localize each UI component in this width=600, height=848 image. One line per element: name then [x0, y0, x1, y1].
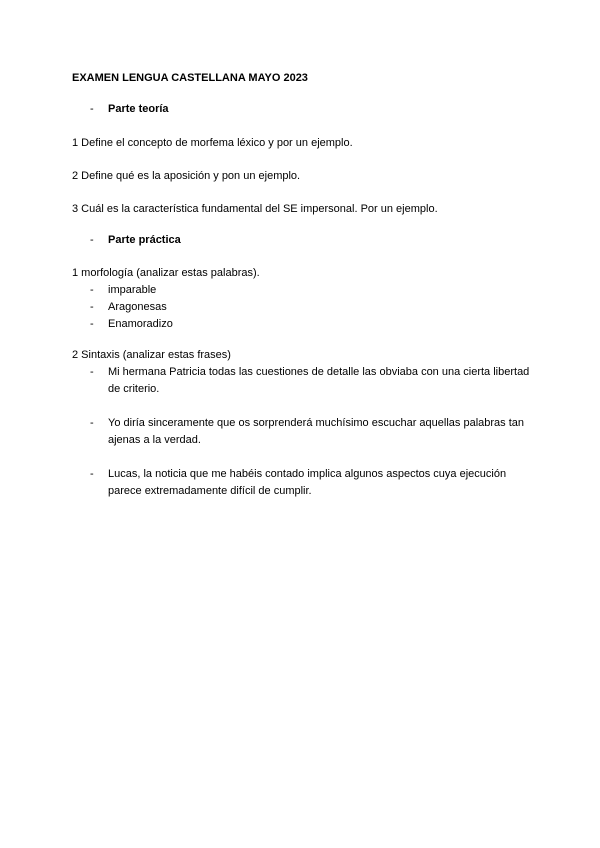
theory-question-1: 1 Define el concepto de morfema léxico y por un ejemplo. [72, 137, 353, 149]
list-item [72, 299, 532, 316]
syntax-sentence-list [72, 364, 532, 500]
morphology-word: Aragonesas [108, 301, 167, 313]
morphology-intro: 1 morfología (analizar estas palabras). [72, 267, 260, 279]
bullet-dash: - [90, 103, 94, 115]
morphology-word: Enamoradizo [108, 318, 173, 330]
document-page [72, 70, 532, 517]
bullet-dash: - [90, 234, 94, 246]
practice-heading [72, 232, 532, 249]
bullet-dash: - [90, 417, 94, 429]
bullet-dash: - [90, 318, 94, 330]
list-item [72, 364, 532, 398]
list-item [72, 316, 532, 333]
syntax-intro: 2 Sintaxis (analizar estas frases) [72, 349, 231, 361]
list-item [72, 466, 532, 500]
theory-question-2: 2 Define qué es la aposición y pon un ejemplo. [72, 170, 301, 182]
syntax-sentence: Yo diría sinceramente que os sorprenderá muchísimo escuchar aquellas palabras tan ajenas a la verdad. [108, 417, 524, 446]
syntax-sentence: Mi hermana Patricia todas las cuestiones de detalle las obviaba con una cierta libertad de criterio. [108, 366, 530, 395]
exam-title: EXAMEN LENGUA CASTELLANA MAYO 2023 [72, 72, 308, 84]
list-item [72, 415, 532, 449]
theory-heading-label: Parte teoría [108, 103, 169, 115]
morphology-word-list [72, 282, 532, 333]
bullet-dash: - [90, 468, 94, 480]
morphology-word: imparable [108, 284, 157, 296]
bullet-dash: - [90, 366, 94, 378]
theory-heading [72, 101, 532, 118]
theory-question-3: 3 Cuál es la característica fundamental del SE impersonal. Por un ejemplo. [72, 203, 438, 215]
list-item [72, 282, 532, 299]
practice-heading-label: Parte práctica [108, 234, 181, 246]
bullet-dash: - [90, 284, 94, 296]
bullet-dash: - [90, 301, 94, 313]
syntax-sentence: Lucas, la noticia que me habéis contado implica algunos aspectos cuya ejecución parece extremadamente difícil de cumplir. [108, 468, 507, 497]
